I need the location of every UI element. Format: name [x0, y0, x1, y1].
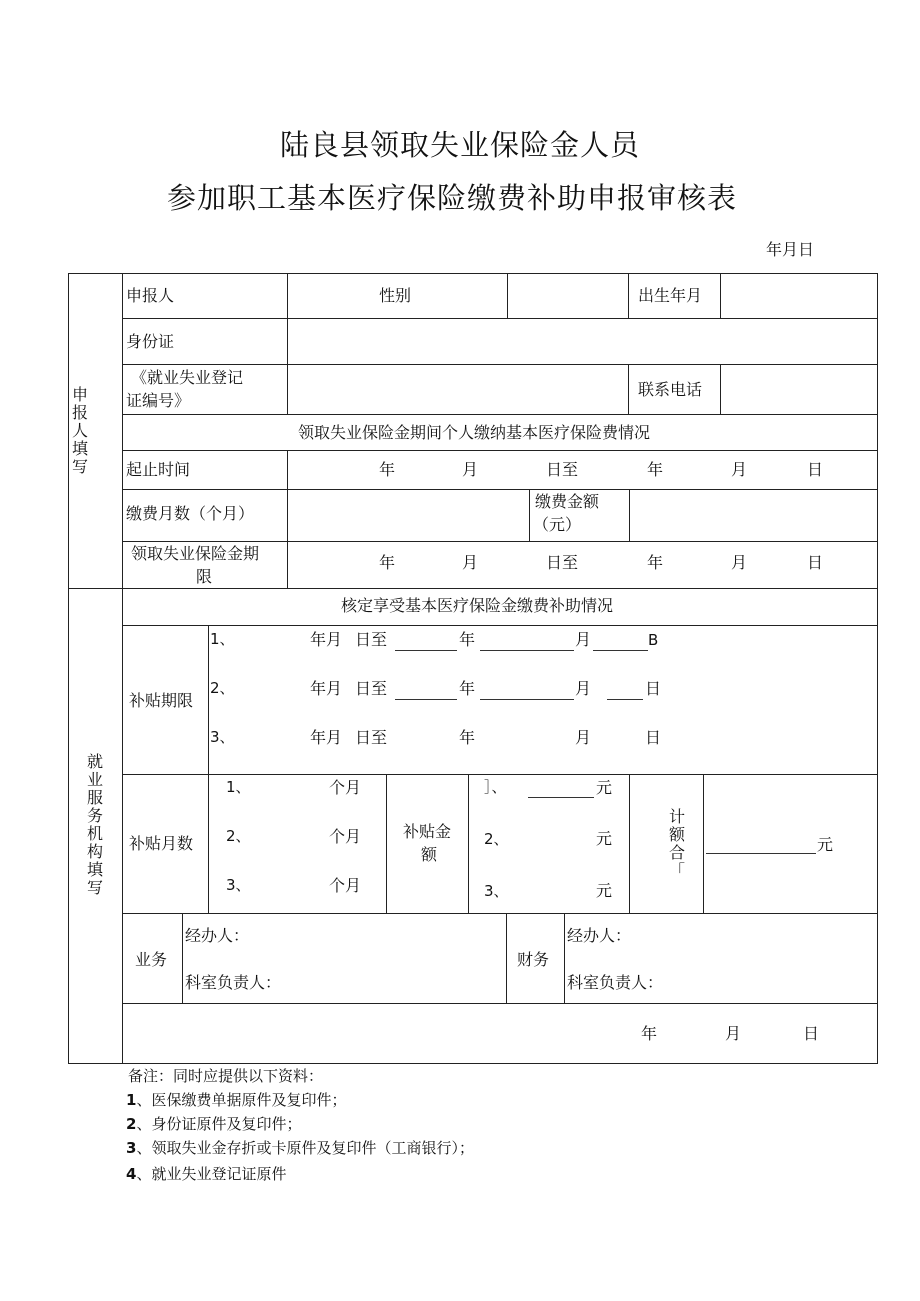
subsidy-months-label: 补贴月数 — [129, 834, 194, 853]
start-end-label: 起止时间 — [126, 460, 191, 479]
total-unit: 元 — [817, 835, 834, 854]
note-item-4: 4、就业失业登记证原件 — [126, 1165, 287, 1183]
note-item-3: 3、领取失业金存折或卡原件及复印件（工商银行）； — [126, 1139, 474, 1157]
months-row-2-unit: 个月 — [329, 827, 362, 846]
benefit-year-1: 年 — [379, 553, 396, 572]
amount-label-1: 缴费金额 — [535, 492, 600, 511]
sign-date-day: 日 — [803, 1024, 820, 1043]
reg-cert-label-2: 证编号》 — [126, 391, 191, 410]
amount-row-2-num: 2、 — [484, 830, 509, 848]
date-year-1: 年 — [379, 460, 396, 479]
sign-date-year: 年 — [641, 1024, 658, 1043]
title-line-1: 陆良县领取失业保险金人员 — [280, 128, 641, 162]
id-card-label: 身份证 — [126, 332, 175, 351]
months-row-1-num: 1、 — [226, 778, 251, 796]
date-year-2: 年 — [647, 460, 664, 479]
amount-row-3-num: 3、 — [484, 882, 509, 900]
subsidy-amount-label-2: 额 — [421, 845, 438, 864]
benefit-day-to: 日至 — [546, 553, 579, 572]
benefit-year-2: 年 — [647, 553, 664, 572]
subsidy-amount-label-1: 补贴金 — [403, 822, 452, 841]
note-item-1: 1、医保缴费单据原件及复印件； — [126, 1091, 347, 1109]
amount-row-1-unit: 元 — [596, 778, 613, 797]
total-label: 计额合「 — [668, 807, 685, 880]
note-item-2: 2、身份证原件及复印件； — [126, 1115, 302, 1133]
title-line-2: 参加职工基本医疗保险缴费补助申报审核表 — [167, 181, 738, 215]
amount-row-2-unit: 元 — [596, 829, 613, 848]
benefit-period-label-2: 限 — [196, 567, 213, 586]
amount-row-3-unit: 元 — [596, 881, 613, 900]
date-header: 年月日 — [766, 240, 815, 259]
subsidy-header: 核定享受基本医疗保险金缴费补助情况 — [341, 596, 614, 615]
benefit-month-2: 月 — [731, 553, 748, 572]
benefit-period-label-1: 领取失业保险金期 — [131, 544, 260, 563]
business-handler-label: 经办人： — [185, 926, 250, 945]
payment-period-header: 领取失业保险金期间个人缴纳基本医疗保险费情况 — [298, 423, 651, 442]
date-day-to: 日至 — [546, 460, 579, 479]
months-row-1-unit: 个月 — [329, 778, 362, 797]
applicant-name-label: 申报人 — [126, 286, 175, 305]
birth-label: 出生年月 — [638, 286, 703, 305]
benefit-day-2: 日 — [807, 553, 824, 572]
section-label-applicant: 申报人填写 — [71, 385, 88, 476]
date-month-2: 月 — [731, 460, 748, 479]
benefit-month-1: 月 — [462, 553, 479, 572]
gender-label: 性别 — [379, 286, 412, 305]
months-row-3-unit: 个月 — [329, 876, 362, 895]
business-chief-label: 科室负责人： — [185, 973, 282, 992]
months-row-2-num: 2、 — [226, 827, 251, 845]
finance-chief-label: 科室负责人： — [567, 973, 664, 992]
reg-cert-label-1: 《就业失业登记 — [131, 368, 244, 387]
notes-intro: 备注：同时应提供以下资料： — [128, 1067, 324, 1085]
section-label-service: 就业服务机构填写 — [86, 752, 103, 897]
date-month-1: 月 — [462, 460, 479, 479]
date-day-2: 日 — [807, 460, 824, 479]
amount-row-1-num: ］、 — [484, 778, 507, 796]
months-label: 缴费月数（个月） — [126, 504, 255, 523]
finance-label: 财务 — [517, 950, 550, 969]
phone-label: 联系电话 — [638, 380, 703, 399]
sign-date-month: 月 — [725, 1024, 742, 1043]
subsidy-period-label: 补贴期限 — [129, 691, 194, 710]
finance-handler-label: 经办人： — [567, 926, 632, 945]
business-label: 业务 — [135, 950, 168, 969]
months-row-3-num: 3、 — [226, 876, 251, 894]
amount-label-2: （元） — [533, 515, 582, 534]
